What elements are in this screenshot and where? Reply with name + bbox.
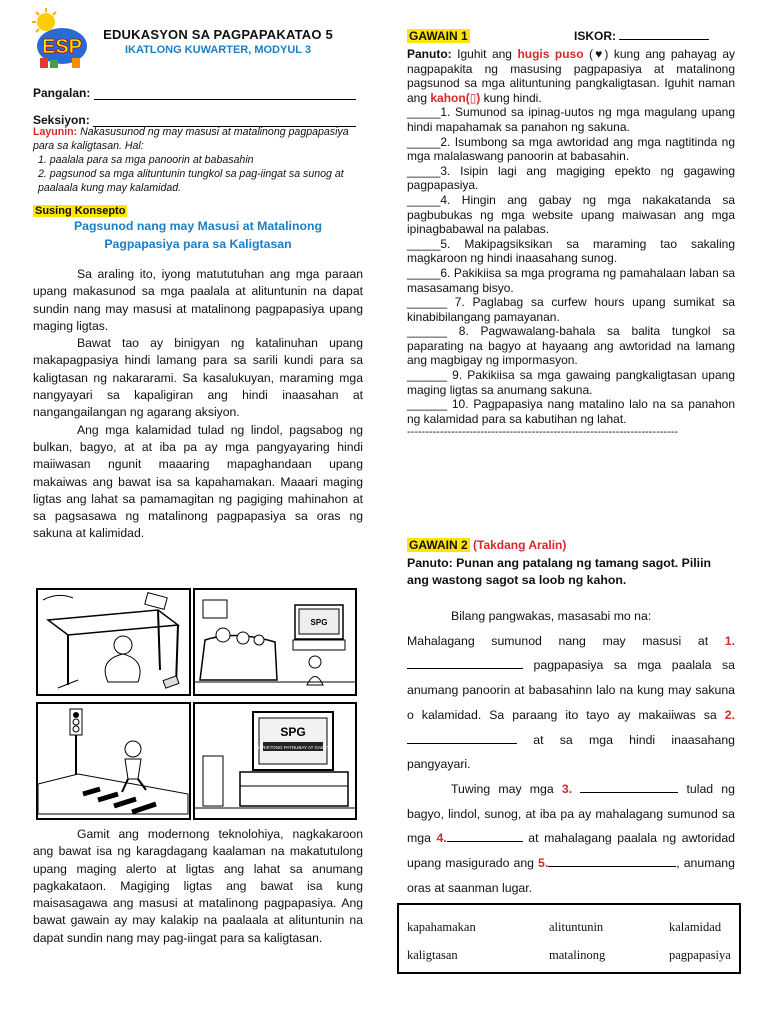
gawain1-item-1[interactable]: _____1. Sumunod sa ipinag-uutos ng mga magulang upang hindi mapahamak sa panahon ng sakuna. — [407, 105, 735, 134]
blank-4[interactable] — [447, 828, 523, 842]
susing-konsepto-tag: Susing Konsepto — [35, 205, 126, 217]
konsepto-heading-1: Pagsunod nang may Masusi at Matalinong — [73, 219, 323, 233]
section-divider: -------------------------------------------------------------------------- — [407, 426, 679, 439]
iskor-label: ISKOR: — [574, 29, 620, 43]
word-choice-2: alituntunin — [549, 920, 604, 934]
pangalan-label: Pangalan: — [33, 86, 94, 100]
gawain2-body — [407, 604, 735, 900]
gawain2-intro: Bilang pangwakas, masasabi mo na: — [451, 609, 652, 623]
gawain1-item-10[interactable]: ______ 10. Pagpapasiya nang matalino lalo na sa panahon ng kalamidad para sa kabutihan ng lahat. — [407, 397, 735, 426]
svg-text:ESP: ESP — [41, 36, 83, 58]
gawain1-item-4[interactable]: _____4. Hingin ang gabay ng mga nakakatanda sa pagbubukas ng mga website upang maiwasan ang mga ipinagbabawal na palabas. — [407, 192, 735, 237]
illustration-family-watching-tv — [193, 588, 357, 696]
word-choice-4: kaligtasan — [407, 948, 458, 962]
konsepto-body-top — [33, 266, 363, 543]
gawain2-tag: GAWAIN 2 — [409, 538, 468, 552]
page-subtitle: IKATLONG KUWARTER, MODYUL 3 — [125, 44, 311, 56]
iskor-blank[interactable] — [619, 39, 709, 40]
gawain2-panuto: Panuto: Punan ang patalang ng tamang sagot. Piliin ang wastong sagot sa loob ng kahon. — [407, 556, 712, 587]
word-choice-6: pagpapasiya — [669, 948, 731, 962]
gawain1-item-3[interactable]: _____3. Isipin lagi ang magiging epekto ng gagawing pagpapasiya. — [407, 163, 735, 193]
layunin-item-2: 2. pagsunod sa mga alituntunin tungkol sa pag-iingat sa sunog at paalaala kung may kalamidad. — [38, 168, 344, 194]
blank-2[interactable] — [407, 730, 517, 744]
page-title: EDUKASYON SA PAGPAPAKATAO 5 — [103, 27, 333, 42]
word-choice-1: kapahamakan — [407, 920, 476, 934]
word-choice-box — [397, 903, 741, 974]
gawain1-item-2[interactable]: _____2. Isumbong sa mga awtoridad ang mga nagtitinda ng mga malalaswang panoorin at babasahin. — [407, 134, 735, 164]
seksiyon-label: Seksiyon: — [33, 113, 94, 127]
gawain1-tag: GAWAIN 1 — [409, 29, 468, 43]
svg-text:SPG: SPG — [280, 725, 306, 739]
illustration-earthquake-under-table — [36, 588, 191, 696]
gawain1-item-9[interactable]: ______ 9. Pakikiisa sa mga gawaing pangkaligtasan upang maging ligtas sa anumang sakuna. — [407, 368, 735, 397]
layunin-text: Nakasusunod ng may masusi at matalinong pagpapasiya para sa kaligtasan. Hal: — [33, 126, 349, 152]
svg-text:SPG: SPG — [310, 618, 328, 627]
blank-5[interactable] — [548, 853, 676, 867]
layunin-block — [33, 123, 363, 195]
blank-1[interactable] — [407, 655, 523, 669]
word-choice-5: matalinong — [549, 948, 606, 962]
word-choice-3: kalamidad — [669, 920, 722, 934]
pangalan-blank[interactable] — [94, 99, 356, 100]
gawain2-takdang-aralin: (Takdang Aralin) — [469, 538, 567, 552]
blank-3[interactable] — [580, 779, 678, 793]
gawain2-heading — [407, 538, 566, 552]
gawain2-paragraph-2: Tuwing may mga 3. tulad ng bagyo, lindol, sunog, at iba pa ay mahalagang sumunod sa mga 4. at mahalagang paalala ng awtoridad upang masigurado ang 5. , anumang oras at saanman lugar. — [407, 777, 735, 901]
illustration-child-crossing-street — [36, 702, 191, 820]
gawain2-paragraph-1: Mahalagang sumunod nang may masusi at 1. pagpapasiya sa mga paalala sa anumang panoorin at babasahinn lalo na kung may sakuna o kalamidad. Sa paraang ito tayo ay makaiiwas sa 2. at sa mga hindi inaasahang pangyayari. — [407, 633, 735, 772]
pangalan-field — [33, 86, 356, 100]
gawain1-item-6[interactable]: _____6. Pakikiisa sa mga programa ng pamahalaan laban sa masasamang bisyo. — [407, 265, 735, 295]
illustration-spg-television — [193, 702, 357, 820]
konsepto-body-bottom — [33, 826, 363, 947]
konsepto-paragraph-3: Ang mga kalamidad tulad ng lindol, pagsabog ng bulkan, bagyo, at at iba pa ay mga pangyayaring hindi maiiwasan ngunit maaaring mapaghandaan upang makaiwas ang bawat isa sa kapahamakan. Maaari maging ligtas ang lahat sa pamamagitan ng pagiging mahinahon at sa pagsasawa ng matalinong pagpapasiya sa oras ng sakuna at kalimidad. — [33, 422, 363, 541]
layunin-label: Layunin: — [33, 126, 78, 138]
konsepto-paragraph-2: Bawat tao ay binigyan ng katalinuhan upang makapagpasiya hindi lamang para sa sarili kundi para sa kaligtasan ng nakararami. Sa kasalukuyan, maraming mga nangyayari sa kapaligiran ang hindi inaasahan at nangangailangan ng agarang aksiyon. — [33, 336, 363, 420]
gawain1-body — [407, 47, 735, 439]
svg-text:STRIKTONG PATNUBAY AT GABAY: STRIKTONG PATNUBAY AT GABAY — [256, 745, 330, 750]
esp-logo — [32, 8, 88, 70]
gawain1-item-5[interactable]: _____5. Makipagsiksikan sa maraming tao sakaling magkaroon ng hindi inaasahang sunog. — [407, 236, 735, 266]
layunin-item-1: 1. paalala para sa mga panoorin at babasahin — [38, 154, 254, 166]
konsepto-heading-2: Pagpapasiya para sa Kaligtasan — [104, 237, 292, 251]
iskor-field — [574, 29, 709, 43]
konsepto-paragraph-4: Gamit ang modernong teknolohiya, nagkakaroon ang bawat isa ng karagdagang kaalaman na makatutulong upang maging alerto at ligtas ang lahat sa anumang pagkakataon. Magiging ligtas ang bawat isa kung maisasagawa ang masusi at matalinong pagpapasiya. Ang bawat gawain ay may kalakip na paalaala at alituntunin na dapat sundin nang may pag-iingat para sa kaligtasan. — [33, 827, 363, 945]
gawain1-item-7[interactable]: ______ 7. Paglabag sa curfew hours upang sumikat sa kinabibilangang pamayanan. — [407, 295, 735, 324]
gawain1-item-8[interactable]: ______ 8. Pagwawalang-bahala sa balita tungkol sa paparating na bagyo at hayaang ang awtoridad na lamang ang magbigay ng impormasyon. — [407, 324, 735, 368]
konsepto-paragraph-1: Sa araling ito, iyong matututuhan ang mga paraan upang makasunod sa mga paalala at alituntunin na dapat sundin nang may masusi at matalinong pagpapasiya upang maging ligtas. — [33, 267, 363, 333]
gawain1-panuto: Panuto: Iguhit ang hugis puso (♥) kung ang pahayag ay nagpapakita ng masusing pagpapasiya at matalinong pagsunod sa mga alituntuning pangkaligtasan. Iguhit naman ang kahon(▯) kung hindi. — [407, 47, 735, 105]
